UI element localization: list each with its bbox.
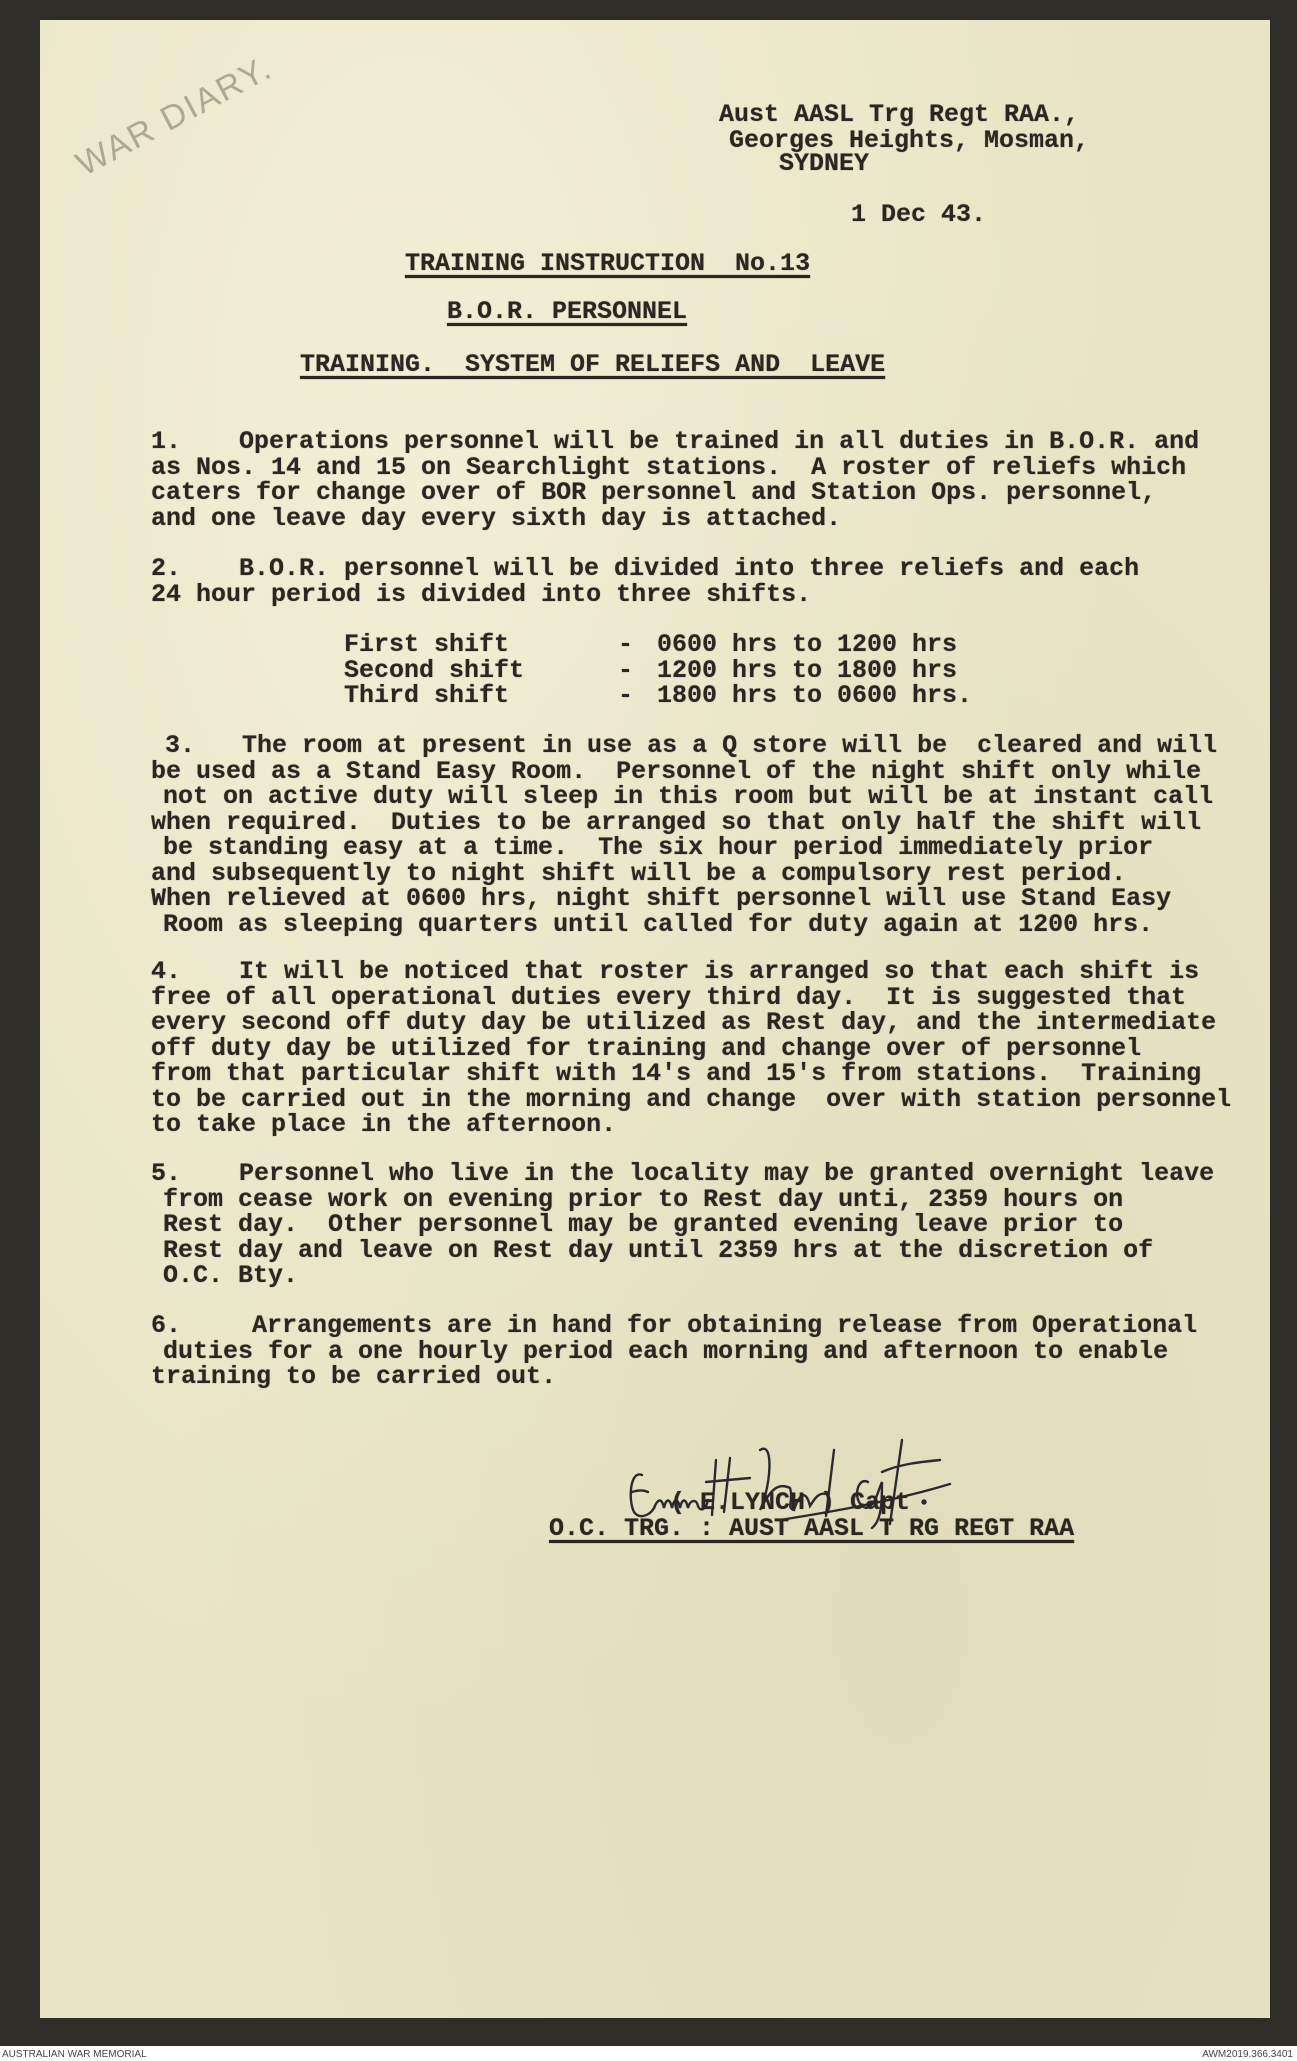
paragraph-line: be used as a Stand Easy Room. Personnel of the night shift only while — [151, 756, 1202, 786]
paragraph-line: It will be noticed that roster is arranged so that each shift is — [239, 957, 1200, 986]
shift-time: 1800 hrs to 0600 hrs. — [657, 681, 973, 710]
footer-accession-number: AWM2019.366.3401 — [1202, 2049, 1293, 2060]
paragraph-line: Rest day and leave on Rest day until 2359 hrs at the discretion of — [163, 1235, 1154, 1265]
document-subtitle-2: TRAINING. SYSTEM OF RELIEFS AND LEAVE — [300, 350, 886, 379]
paragraph-line: Room as sleeping quarters until called for duty again at 1200 hrs. — [163, 909, 1154, 939]
war-diary-annotation: WAR DIARY. — [70, 48, 279, 184]
paragraph-line: be standing easy at a time. The six hour period immediately prior — [163, 833, 1154, 862]
document-title: TRAINING INSTRUCTION No.13 — [405, 249, 811, 278]
paragraph-line: to be carried out in the morning and change over with station personnel — [151, 1084, 1232, 1114]
shift-time: 0600 hrs to 1200 hrs — [657, 630, 958, 659]
paragraph-line: Arrangements are in hand for obtaining release from Operational — [252, 1311, 1198, 1340]
paragraph-line: 24 hour period is divided into three shifts. — [151, 579, 812, 609]
footer-institution: AUSTRALIAN WAR MEMORIAL — [2, 2049, 147, 2060]
paragraph-line: Personnel who live in the locality may be granted overnight leave — [239, 1159, 1215, 1188]
document-subtitle-1: B.O.R. PERSONNEL — [447, 297, 688, 326]
paragraph-number: 4. — [151, 957, 182, 986]
address-line-1: Aust AASL Trg Regt RAA., — [719, 100, 1080, 129]
paragraph-line: every second off duty day be utilized as Rest day, and the intermediate — [151, 1008, 1217, 1037]
paragraph-line: Rest day. Other personnel may be granted evening leave prior to — [163, 1210, 1124, 1239]
paragraph-number: 5. — [151, 1159, 182, 1188]
paragraph-2 — [151, 556, 1139, 607]
shift-dash: - — [618, 656, 634, 685]
shift-dash: - — [618, 630, 634, 659]
shift-name: Second shift — [344, 656, 525, 685]
paragraph-line: and subsequently to night shift will be a compulsory rest period. — [151, 858, 1127, 888]
paragraph-number: 3. — [165, 731, 196, 760]
paragraph-line: The room at present in use as a Q store will be cleared and will — [242, 731, 1218, 760]
paragraph-5 — [151, 1161, 1214, 1289]
address-line-2: Georges Heights, Mosman, — [729, 126, 1090, 155]
shift-name: First shift — [344, 630, 510, 659]
paragraph-line: B.O.R. personnel will be divided into three reliefs and each — [239, 554, 1140, 583]
paragraph-6 — [151, 1313, 1197, 1390]
paragraph-line: and one leave day every sixth day is attached. — [151, 503, 842, 533]
shift-name: Third shift — [344, 681, 510, 710]
paragraph-line: from cease work on evening prior to Rest day unti, 2359 hours on — [163, 1184, 1124, 1214]
paragraph-line: free of all operational duties every third day. It is suggested that — [151, 982, 1187, 1012]
paragraph-line: duties for a one hourly period each morning and afternoon to enable — [163, 1336, 1169, 1366]
paragraph-4 — [151, 959, 1231, 1138]
paragraph-line: to take place in the afternoon. — [151, 1110, 617, 1139]
shift-dash: - — [618, 681, 634, 710]
paragraph-line: when required. Duties to be arranged so that only half the shift will — [151, 807, 1202, 837]
paragraph-line: caters for change over of BOR personnel and Station Ops. personnel, — [151, 478, 1157, 507]
paragraph-line: O.C. Bty. — [163, 1261, 299, 1290]
paragraph-number: 2. — [151, 554, 182, 583]
paragraph-number: 6. — [151, 1311, 182, 1340]
paragraph-number: 1. — [151, 427, 182, 456]
paragraph-line: Operations personnel will be trained in all duties in B.O.R. and — [239, 427, 1200, 456]
paragraph-line: When relieved at 0600 hrs, night shift personnel will use Stand Easy — [151, 884, 1172, 913]
document-date: 1 Dec 43. — [851, 200, 987, 229]
signatory-name: ( E.LYNCH ) Capt — [670, 1488, 911, 1517]
address-line-3: SYDNEY — [779, 149, 870, 178]
paragraph-line: training to be carried out. — [151, 1362, 557, 1391]
paragraph-line: as Nos. 14 and 15 on Searchlight stations. A roster of reliefs which — [151, 452, 1187, 482]
paragraph-1 — [151, 429, 1199, 531]
paragraph-3 — [151, 733, 1217, 937]
signatory-title: O.C. TRG. : AUST AASL T RG REGT RAA — [549, 1514, 1075, 1543]
shift-time: 1200 hrs to 1800 hrs — [657, 656, 958, 685]
paragraph-line: from that particular shift with 14's and 15's from stations. Training — [151, 1059, 1202, 1088]
paragraph-line: not on active duty will sleep in this room but will be at instant call — [163, 782, 1214, 811]
paragraph-line: off duty day be utilized for training and change over of personnel — [151, 1033, 1142, 1063]
